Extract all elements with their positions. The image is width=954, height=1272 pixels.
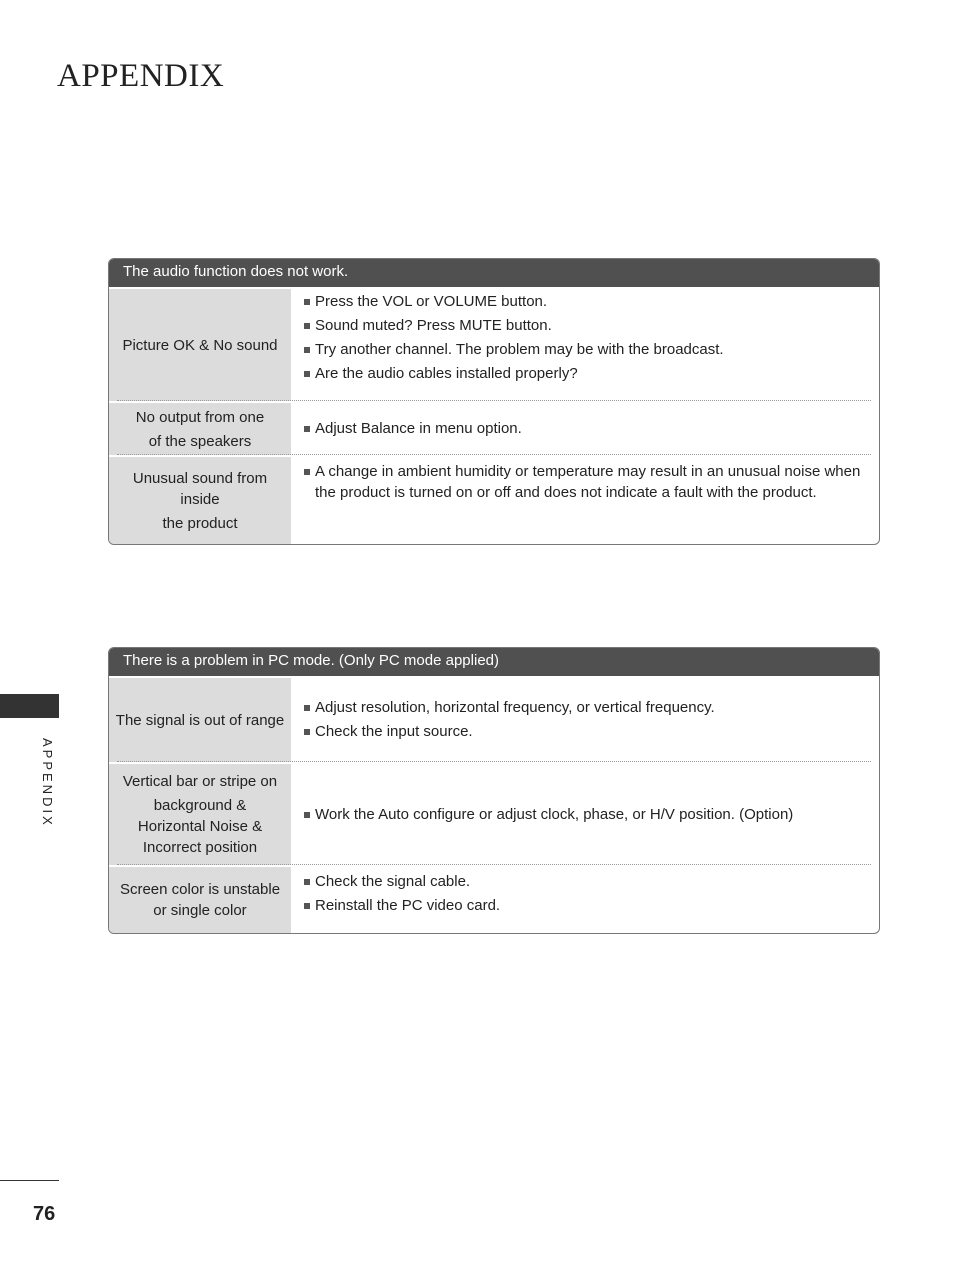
row-solutions [291,403,879,455]
row-solutions [291,867,879,933]
list-item: Check the signal cable. [303,870,871,894]
row-label: Picture OK & No sound [109,289,291,401]
section-tab-marker [0,694,59,718]
row-label [109,457,291,544]
list-item: A change in ambient humidity or temperature may result in an unusual noise when the product is turned on or off and does not indicate a fault with the product. [303,462,871,503]
list-item: Adjust Balance in menu option. [303,417,871,441]
row-label-line: Horizontal Noise & [137,818,263,835]
table-row [109,289,879,401]
row-label [109,867,291,933]
table-row [109,457,879,544]
list-item: Sound muted? Press MUTE button. [303,314,871,338]
pc-mode-troubleshooting-table [108,647,880,934]
list-item: Press the VOL or VOLUME button. [303,290,871,314]
row-label-line: No output from one [135,408,265,426]
row-solutions [291,457,879,544]
table-row [109,678,879,762]
table-row [109,764,879,865]
list-item: Reinstall the PC video card. [303,894,871,918]
list-item: Are the audio cables installed properly? [303,362,871,386]
footer-divider [0,1180,59,1181]
row-label-line: of the speakers [148,432,252,450]
row-solutions [291,678,879,762]
row-label [109,764,291,865]
row-solutions [291,764,879,865]
list-item: Work the Auto configure or adjust clock, phase, or H/V position. (Option) [303,803,871,827]
row-label-line: background & [153,797,247,814]
row-label-line: the product [162,514,238,532]
list-item: Adjust resolution, horizontal frequency, or vertical frequency. [303,696,871,720]
row-label-line: Unusual sound from [132,469,268,487]
table-header: The audio function does not work. [109,259,879,287]
table-header: There is a problem in PC mode. (Only PC mode applied) [109,648,879,676]
table-row [109,867,879,933]
list-item: Try another channel. The problem may be with the broadcast. [303,338,871,362]
row-label-line: Vertical bar or stripe on [122,773,278,790]
row-label [109,403,291,455]
side-section-label: APPENDIX [40,738,55,828]
row-label-line: Incorrect position [142,839,258,856]
row-label-line: or single color [153,902,247,919]
list-item: Check the input source. [303,720,871,744]
row-solutions [291,289,879,401]
row-label-line: Screen color is unstable [119,881,281,898]
row-label: The signal is out of range [109,678,291,762]
audio-troubleshooting-table [108,258,880,545]
table-row [109,403,879,455]
page-title: APPENDIX [57,58,225,94]
row-label-line: inside [180,490,220,508]
page-number: 76 [33,1203,56,1225]
